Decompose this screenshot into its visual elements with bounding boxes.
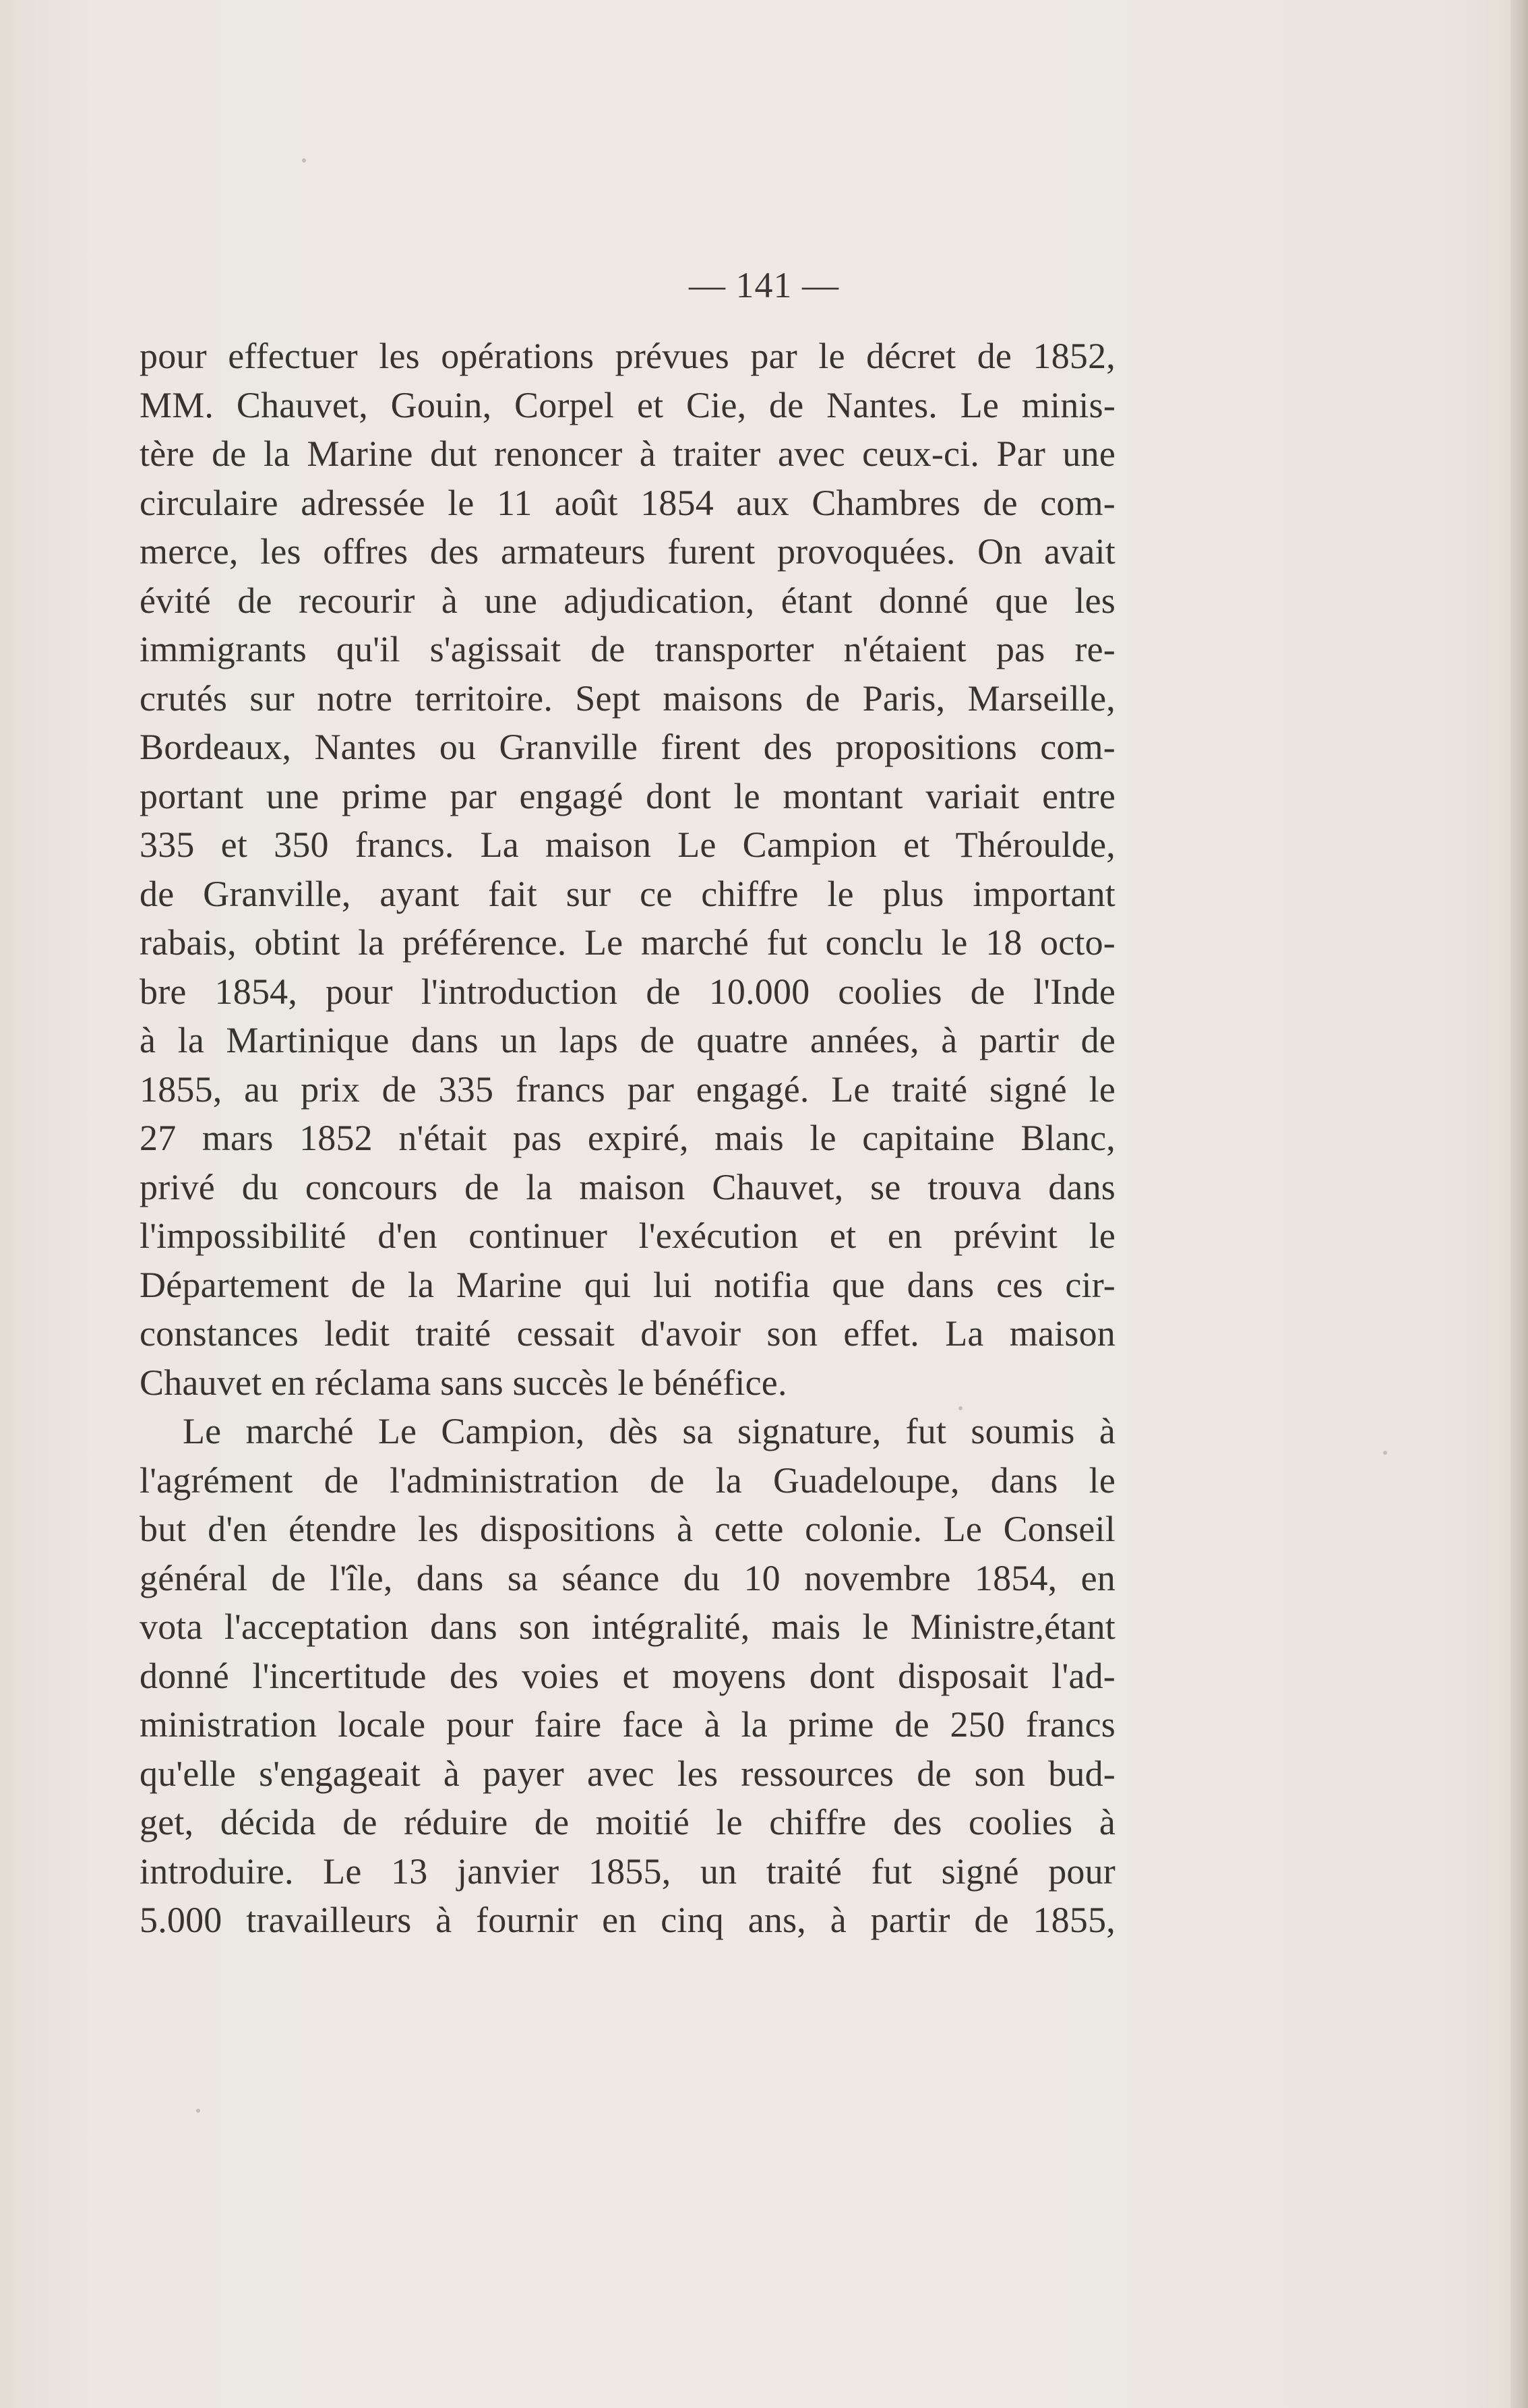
body-text bbox=[140, 332, 1116, 1945]
text-line: portant une prime par engagé dont le montant variait entre bbox=[140, 775, 1116, 816]
text-line: à la Martinique dans un laps de quatre années, à partir de bbox=[140, 1020, 1116, 1060]
text-line: MM. Chauvet, Gouin, Corpel et Cie, de Nantes. Le minis- bbox=[140, 384, 1116, 425]
text-line: qu'elle s'engageait à payer avec les ressources de son bud- bbox=[140, 1753, 1116, 1794]
text-line: Département de la Marine qui lui notifia que dans ces cir- bbox=[140, 1264, 1116, 1305]
text-line: l'impossibilité d'en continuer l'exécution et en prévint le bbox=[140, 1215, 1116, 1256]
text-line: immigrants qu'il s'agissait de transporter n'étaient pas re- bbox=[140, 629, 1116, 669]
text-line: l'agrément de l'administration de la Guadeloupe, dans le bbox=[140, 1459, 1116, 1501]
text-line: introduire. Le 13 janvier 1855, un traité fut signé pour bbox=[140, 1850, 1116, 1892]
text-line: tère de la Marine dut renoncer à traiter avec ceux-ci. Par une bbox=[140, 433, 1116, 474]
paper-speck bbox=[1383, 1451, 1387, 1455]
page-edge-shadow bbox=[1510, 0, 1528, 2408]
text-line: constances ledit traité cessait d'avoir son effet. La maison bbox=[140, 1313, 1116, 1354]
text-line: pour effectuer les opérations prévues par le décret de 1852, bbox=[140, 336, 1116, 376]
text-line: Bordeaux, Nantes ou Granville firent des propositions com- bbox=[140, 727, 1116, 767]
text-line: donné l'incertitude des voies et moyens dont disposait l'ad- bbox=[140, 1655, 1116, 1696]
text-line: 27 mars 1852 n'était pas expiré, mais le capitaine Blanc, bbox=[140, 1118, 1116, 1158]
text-line: 5.000 travailleurs à fournir en cinq ans, à partir de 1855, bbox=[140, 1900, 1116, 1940]
text-line: rabais, obtint la préférence. Le marché fut conclu le 18 octo- bbox=[140, 922, 1116, 963]
page-number: — 141 — bbox=[689, 265, 839, 305]
paper-speck bbox=[302, 158, 306, 162]
text-line: vota l'acceptation dans son intégralité, mais le Ministre,étant bbox=[140, 1606, 1116, 1647]
paragraph-1 bbox=[140, 332, 1116, 1407]
text-line: get, décida de réduire de moitié le chiffre des coolies à bbox=[140, 1802, 1116, 1842]
text-line: circulaire adressée le 11 août 1854 aux Chambres de com- bbox=[140, 482, 1116, 523]
paragraph-2 bbox=[140, 1407, 1116, 1945]
text-line: but d'en étendre les dispositions à cette colonie. Le Conseil bbox=[140, 1509, 1116, 1549]
text-line: privé du concours de la maison Chauvet, se trouva dans bbox=[140, 1166, 1116, 1207]
text-line: Le marché Le Campion, dès sa signature, fut soumis à bbox=[183, 1411, 1116, 1451]
text-line: crutés sur notre territoire. Sept maisons de Paris, Marseille, bbox=[140, 678, 1116, 719]
text-line: bre 1854, pour l'introduction de 10.000 coolies de l'Inde bbox=[140, 971, 1116, 1012]
paper-speck bbox=[958, 1406, 962, 1410]
text-line: de Granville, ayant fait sur ce chiffre le plus important bbox=[140, 873, 1116, 914]
text-line: merce, les offres des armateurs furent provoquées. On avait bbox=[140, 531, 1116, 572]
text-line: Chauvet en réclama sans succès le bénéfice. bbox=[140, 1362, 787, 1403]
text-line: 335 et 350 francs. La maison Le Campion et Théroulde, bbox=[140, 824, 1116, 865]
paper-speck bbox=[196, 2109, 200, 2113]
text-line: ministration locale pour faire face à la prime de 250 francs bbox=[140, 1704, 1116, 1745]
text-line: général de l'île, dans sa séance du 10 novembre 1854, en bbox=[140, 1557, 1116, 1598]
text-line: évité de recourir à une adjudication, étant donné que les bbox=[140, 580, 1116, 621]
text-line: 1855, au prix de 335 francs par engagé. Le traité signé le bbox=[140, 1068, 1116, 1110]
